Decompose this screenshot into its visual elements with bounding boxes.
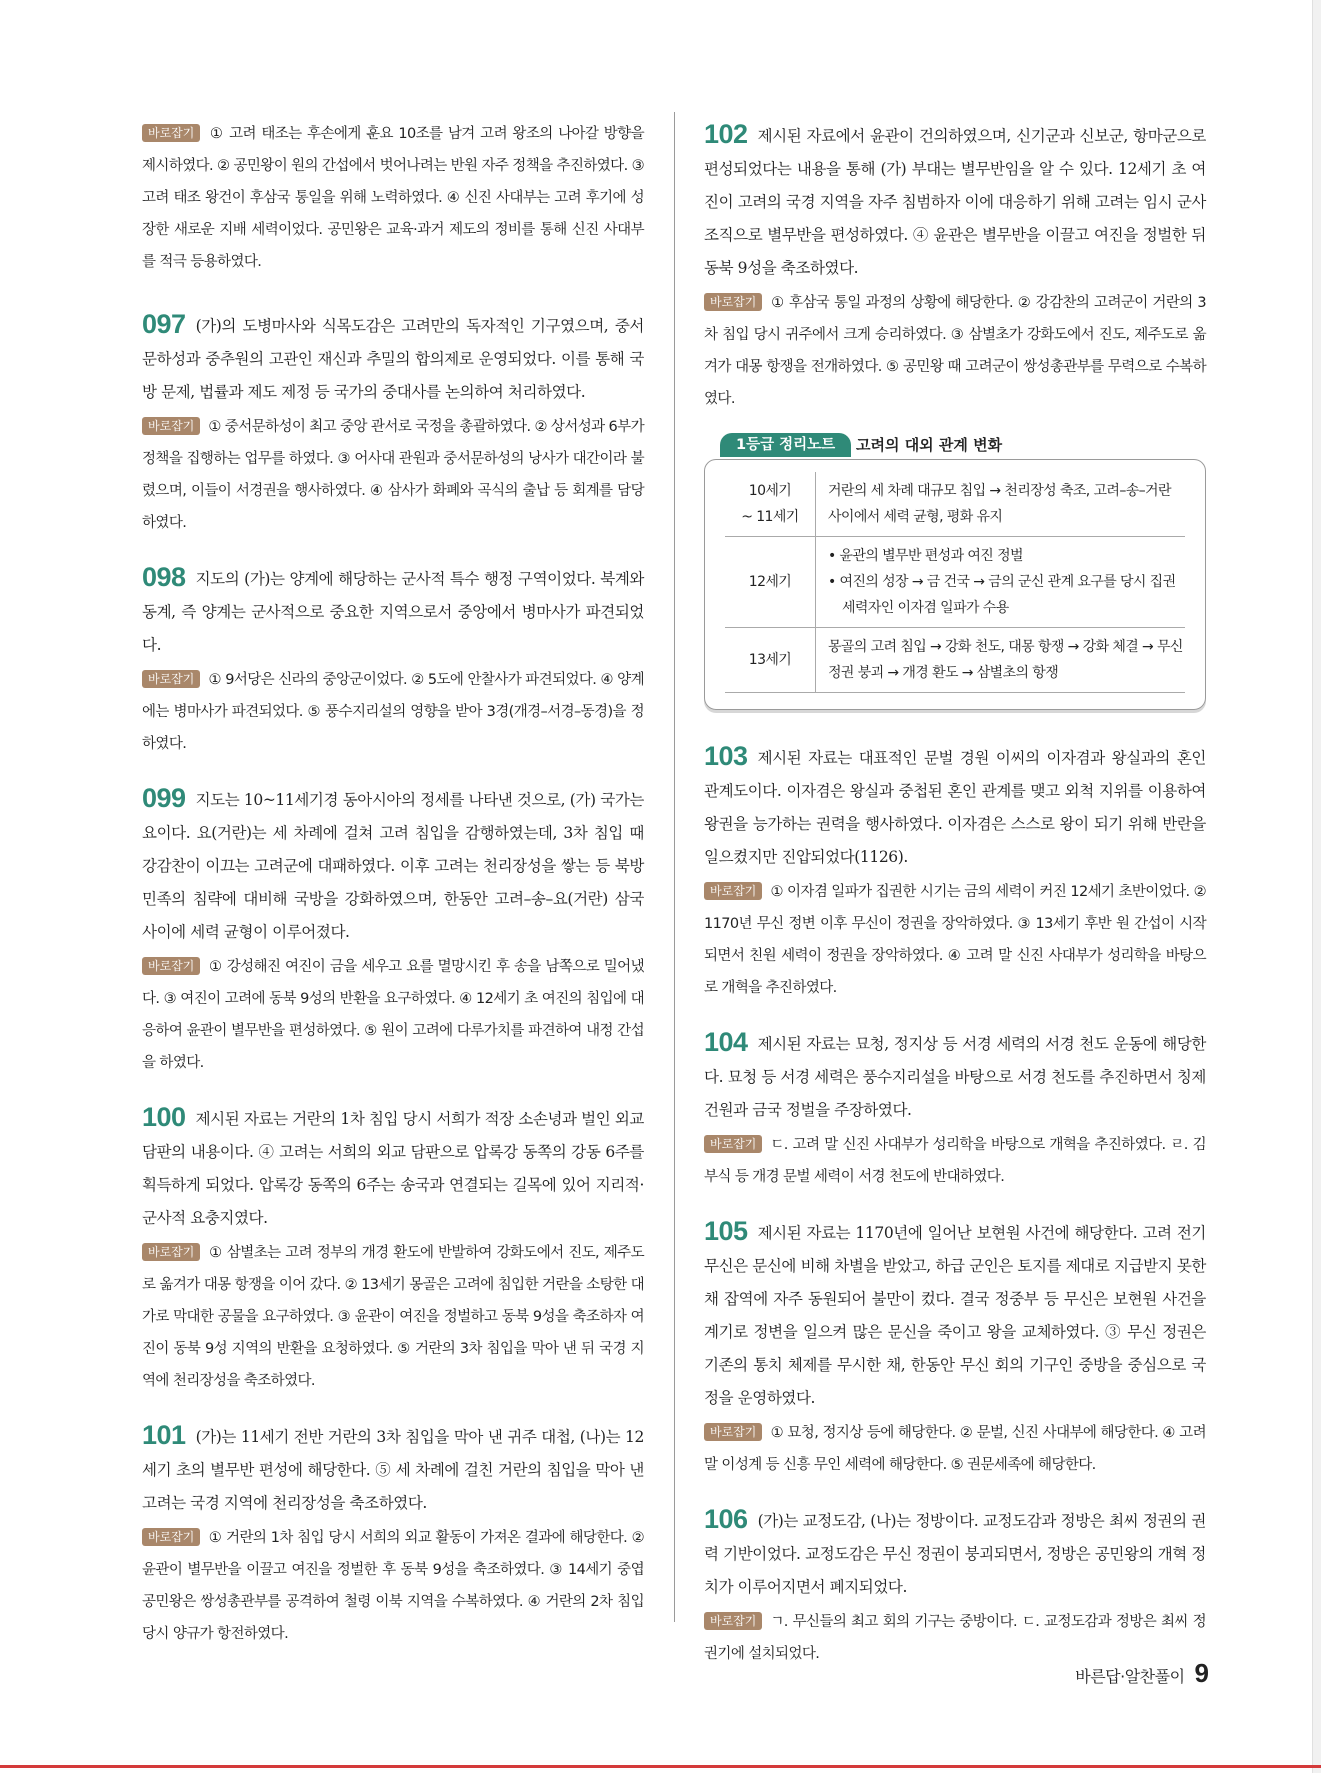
answer-100 xyxy=(142,1237,644,1397)
correction-badge: 바로잡기 xyxy=(142,417,200,435)
correction-badge: 바로잡기 xyxy=(704,1135,762,1153)
question-102 xyxy=(704,118,1206,415)
answer-104 xyxy=(704,1129,1206,1193)
question-103 xyxy=(704,740,1206,1004)
right-column xyxy=(704,118,1206,1670)
answer-103 xyxy=(704,876,1206,1004)
answer-text: ① 이자겸 일파가 집권한 시기는 금의 세력이 커진 12세기 초반이었다. ② 1170년 무신 정변 이후 무신이 정권을 장악하였다. ③ 13세기 후반 원 간섭이 시작되면서 친원 세력이 정권을 장악하였다. ④ 고려 말 신진 사대부가 성리학을 바탕으로 개혁을 추진하였다. xyxy=(704,884,1206,996)
column-divider xyxy=(674,112,675,1622)
bottom-rule xyxy=(0,1765,1321,1768)
correction-badge: 바로잡기 xyxy=(142,957,200,975)
left-column xyxy=(142,118,644,1650)
explanation-text: 제시된 자료는 1170년에 일어난 보현원 사건에 해당한다. 고려 전기 무신은 문신에 비해 차별을 받았고, 하급 군인은 토지를 제대로 지급받지 못한 채 잡역에 자주 동원되어 불만이 컸다. 결국 정중부 등 무신은 보현원 사건을 계기로 정변을 일으켜 많은 문신을 죽이고 왕을 교체하였다. ③ 무신 정권은 기존의 통치 체제를 무시한 채, 한동안 무신 회의 기구인 중방을 중심으로 국정을 운영하였다. xyxy=(704,1224,1206,1407)
answer-text: ㄱ. 무신들의 최고 회의 기구는 중방이다. ㄷ. 교정도감과 정방은 최씨 정권기에 설치되었다. xyxy=(704,1614,1206,1662)
correction-badge: 바로잡기 xyxy=(142,1528,200,1546)
question-number: 102 xyxy=(704,119,748,149)
correction-badge: 바로잡기 xyxy=(142,1243,200,1261)
answer-text: ① 9서당은 신라의 중앙군이었다. ② 5도에 안찰사가 파견되었다. ④ 양계에는 병마사가 파견되었다. ⑤ 풍수지리설의 영향을 받아 3경(개경–서경–동경)을 정하였다. xyxy=(142,672,644,752)
question-number: 101 xyxy=(142,1420,186,1450)
explanation-text: 지도의 (가)는 양계에 해당하는 군사적 특수 행정 구역이었다. 북계와 동계, 즉 양계는 군사적으로 중요한 지역으로서 중앙에서 병마사가 파견되었다. xyxy=(142,570,644,654)
era-cell: 10세기 ~ 11세기 xyxy=(725,472,816,537)
question-number: 103 xyxy=(704,741,748,771)
table-row xyxy=(725,472,1185,537)
list-item: • 여진의 성장 → 금 건국 → 금의 군신 관계 요구를 당시 집권 세력자인 이자겸 일파가 수용 xyxy=(828,574,1176,616)
correction-badge: 바로잡기 xyxy=(704,1423,762,1441)
footer-label: 바른답·알찬풀이 xyxy=(1075,1667,1185,1686)
page-footer xyxy=(1075,1658,1209,1689)
question-number: 106 xyxy=(704,1504,748,1534)
desc-text: 거란의 세 차례 대규모 침입 → 천리장성 축조, 고려–송–거란 사이에서 세력 균형, 평화 유지 xyxy=(828,483,1171,525)
correction-badge: 바로잡기 xyxy=(704,293,762,311)
desc-text: 여진의 성장 → 금 건국 → 금의 군신 관계 요구를 당시 집권 세력자인 이자겸 일파가 수용 xyxy=(839,574,1176,616)
correction-badge: 바로잡기 xyxy=(704,882,762,900)
correction-badge: 바로잡기 xyxy=(142,670,200,688)
summary-note-title: 고려의 대외 관계 변화 xyxy=(856,436,1003,454)
desc-cell xyxy=(816,628,1186,693)
answer-098 xyxy=(142,664,644,760)
question-105 xyxy=(704,1215,1206,1481)
explanation-text: 제시된 자료는 대표적인 문벌 경원 이씨의 이자겸과 왕실과의 혼인 관계도이다. 이자겸은 왕실과 중첩된 혼인 관계를 맺고 외척 지위를 이용하여 왕권을 능가하는 권력을 행사하였다. 이자겸은 스스로 왕이 되기 위해 반란을 일으켰지만 진압되었다(1126). xyxy=(704,749,1206,866)
list-item: • 윤관의 별무반 편성과 여진 정벌 xyxy=(828,548,1023,564)
era-cell: 13세기 xyxy=(725,628,816,693)
page-edge xyxy=(1312,0,1321,1773)
answer-text: ① 고려 태조는 후손에게 훈요 10조를 남겨 고려 왕조의 나아갈 방향을 제시하였다. ② 공민왕이 원의 간섭에서 벗어나려는 반원 자주 정책을 추진하였다. ③ 고려 태조 왕건이 후삼국 통일을 위해 노력하였다. ④ 신진 사대부는 고려 후기에 성장한 새로운 지배 세력이었다. 공민왕은 교육·과거 제도의 정비를 통해 신진 사대부를 적극 등용하였다. xyxy=(142,126,644,270)
answer-text: ① 삼별초는 고려 정부의 개경 환도에 반발하여 강화도에서 진도, 제주도로 옮겨가 대몽 항쟁을 이어 갔다. ② 13세기 몽골은 고려에 침입한 거란을 소탕한 대가로 막대한 공물을 요구하였다. ③ 윤관이 여진을 정벌하고 동북 9성을 축조하자 여진이 동북 9성 지역의 반환을 요청하였다. ⑤ 거란의 3차 침입을 막아 낸 뒤 국경 지역에 천리장성을 축조하였다. xyxy=(142,1245,644,1389)
answer-105 xyxy=(704,1417,1206,1481)
table-row xyxy=(725,537,1185,628)
answer-text: ① 묘청, 정지상 등에 해당한다. ② 문벌, 신진 사대부에 해당한다. ④ 고려 말 이성계 등 신흥 무인 세력에 해당한다. ⑤ 권문세족에 해당한다. xyxy=(704,1425,1206,1473)
explanation-text: 제시된 자료는 묘청, 정지상 등 서경 세력의 서경 천도 운동에 해당한다. 묘청 등 서경 세력은 풍수지리설을 바탕으로 서경 천도를 추진하면서 칭제 건원과 금국 정벌을 주장하였다. xyxy=(704,1035,1206,1119)
answer-text: ① 후삼국 통일 과정의 상황에 해당한다. ② 강감찬의 고려군이 거란의 3차 침입 당시 귀주에서 크게 승리하였다. ③ 삼별초가 강화도에서 진도, 제주도로 옮겨가 대몽 항쟁을 전개하였다. ⑤ 공민왕 때 고려군이 쌍성총관부를 무력으로 수복하였다. xyxy=(704,295,1206,407)
summary-note-tab: 1등급 정리노트 xyxy=(720,433,851,457)
explanation-text: (가)는 11세기 전반 거란의 3차 침입을 막아 낸 귀주 대첩, (나)는 12세기 초의 별무반 편성에 해당한다. ⑤ 세 차례에 걸친 거란의 침입을 막아 낸 고려는 국경 지역에 천리장성을 축조하였다. xyxy=(142,1428,644,1512)
explanation-text: (가)의 도병마사와 식목도감은 고려만의 독자적인 기구였으며, 중서문하성과 중추원의 고관인 재신과 추밀의 합의제로 운영되었다. 이를 통해 국방 문제, 법률과 제도 제정 등 국가의 중대사를 논의하여 처리하였다. xyxy=(142,317,644,401)
question-097 xyxy=(142,308,644,539)
era-cell: 12세기 xyxy=(725,537,816,628)
question-099 xyxy=(142,782,644,1079)
desc-cell xyxy=(816,537,1186,628)
explanation-text: 제시된 자료에서 윤관이 건의하였으며, 신기군과 신보군, 항마군으로 편성되었다는 내용을 통해 (가) 부대는 별무반임을 알 수 있다. 12세기 초 여진이 고려의 국경 지역을 자주 침범하자 이에 대응하기 위해 고려는 임시 군사 조직으로 별무반을 편성하였다. ④ 윤관은 별무반을 이끌고 여진을 정벌한 뒤 동북 9성을 축조하였다. xyxy=(704,127,1206,277)
answer-096 xyxy=(142,118,644,278)
desc-cell xyxy=(816,472,1186,537)
question-101 xyxy=(142,1419,644,1650)
correction-badge: 바로잡기 xyxy=(142,124,200,142)
desc-text: 몽골의 고려 침입 → 강화 천도, 대몽 항쟁 → 강화 체결 → 무신 정권 붕괴 → 개경 환도 → 삼별초의 항쟁 xyxy=(828,639,1183,681)
summary-note-box xyxy=(704,459,1206,710)
question-number: 104 xyxy=(704,1027,748,1057)
answer-102 xyxy=(704,287,1206,415)
question-100 xyxy=(142,1101,644,1397)
question-number: 097 xyxy=(142,309,186,339)
answer-text: ㄷ. 고려 말 신진 사대부가 성리학을 바탕으로 개혁을 추진하였다. ㄹ. 김부식 등 개경 문벌 세력이 서경 천도에 반대하였다. xyxy=(704,1137,1206,1185)
desc-text: 윤관의 별무반 편성과 여진 정벌 xyxy=(839,548,1023,564)
question-number: 098 xyxy=(142,562,186,592)
question-106 xyxy=(704,1503,1206,1670)
correction-badge: 바로잡기 xyxy=(704,1612,762,1630)
page-number: 9 xyxy=(1194,1658,1209,1688)
answer-099 xyxy=(142,951,644,1079)
answer-097 xyxy=(142,411,644,539)
answer-text: ① 중서문하성이 최고 중앙 관서로 국정을 총괄하였다. ② 상서성과 6부가 정책을 집행하는 업무를 하였다. ③ 어사대 관원과 중서문하성의 낭사가 대간이라 불렸으며, 이들이 서경권을 행사하였다. ④ 삼사가 화폐와 곡식의 출납 등 회계를 담당하였다. xyxy=(142,419,644,531)
explanation-text: 지도는 10~11세기경 동아시아의 정세를 나타낸 것으로, (가) 국가는 요이다. 요(거란)는 세 차례에 걸쳐 고려 침입을 감행하였는데, 3차 침입 때 강감찬이 이끄는 고려군에 대패하였다. 이후 고려는 천리장성을 쌓는 등 북방 민족의 침략에 대비해 국방을 강화하였으며, 한동안 고려–송–요(거란) 삼국 사이에 세력 균형이 이루어졌다. xyxy=(142,791,644,941)
explanation-text: 제시된 자료는 거란의 1차 침입 당시 서희가 적장 소손녕과 벌인 외교 담판의 내용이다. ④ 고려는 서희의 외교 담판으로 압록강 동쪽의 강동 6주를 획득하게 되었다. 압록강 동쪽의 6주는 송국과 연결되는 길목에 있어 지리적·군사적 요충지였다. xyxy=(142,1110,644,1227)
question-number: 100 xyxy=(142,1102,186,1132)
summary-note-header xyxy=(704,429,1206,459)
explanation-text: (가)는 교정도감, (나)는 정방이다. 교정도감과 정방은 최씨 정권의 권력 기반이었다. 교정도감은 무신 정권이 붕괴되면서, 정방은 공민왕의 개혁 정치가 이루어지면서 폐지되었다. xyxy=(704,1512,1206,1596)
answer-text: ① 거란의 1차 침입 당시 서희의 외교 활동이 가져온 결과에 해당한다. ② 윤관이 별무반을 이끌고 여진을 정벌한 후 동북 9성을 축조하였다. ③ 14세기 중엽 공민왕은 쌍성총관부를 공격하여 철령 이북 지역을 수복하였다. ④ 거란의 2차 침입 당시 양규가 항전하였다. xyxy=(142,1530,644,1642)
question-098 xyxy=(142,561,644,760)
table-row xyxy=(725,628,1185,693)
answer-101 xyxy=(142,1522,644,1650)
answer-text: ① 강성해진 여진이 금을 세우고 요를 멸망시킨 후 송을 남쪽으로 밀어냈다. ③ 여진이 고려에 동북 9성의 반환을 요구하였다. ④ 12세기 초 여진의 침입에 대응하여 윤관이 별무반을 편성하였다. ⑤ 원이 고려에 다루가치를 파견하여 내정 간섭을 하였다. xyxy=(142,959,644,1071)
question-104 xyxy=(704,1026,1206,1193)
question-number: 105 xyxy=(704,1216,748,1246)
question-number: 099 xyxy=(142,783,186,813)
summary-note-table xyxy=(725,472,1185,693)
